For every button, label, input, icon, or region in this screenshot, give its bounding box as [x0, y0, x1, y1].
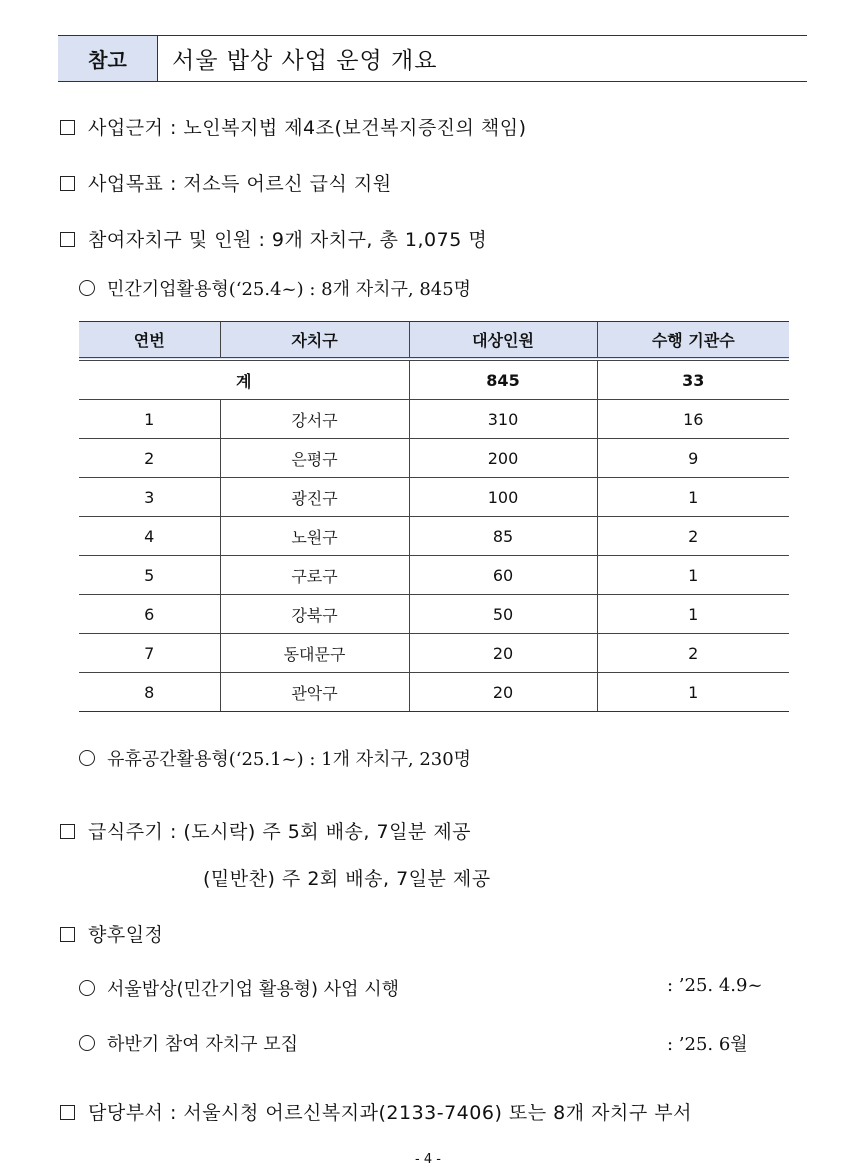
- cell-people: 50: [409, 595, 597, 634]
- cell-district: 노원구: [220, 517, 409, 556]
- bullet-participants: [60, 225, 487, 252]
- cell-district: 구로구: [220, 556, 409, 595]
- checkbox-square-icon: [60, 120, 75, 135]
- cell-people: 100: [409, 478, 597, 517]
- sub-private: [79, 275, 471, 301]
- schedule-item-1: [79, 975, 399, 1001]
- schedule-item-2: [79, 1030, 298, 1056]
- cell-no: 7: [79, 634, 220, 673]
- bullet-cycle: [60, 817, 471, 844]
- table-row: [79, 673, 789, 712]
- cell-district: 관악구: [220, 673, 409, 712]
- bullet-goal: [60, 169, 392, 196]
- reference-tag: 참고: [58, 36, 158, 81]
- header-district: 자치구: [220, 322, 409, 360]
- table-total-row: [79, 359, 789, 400]
- section-header: [58, 35, 807, 82]
- total-people: 845: [409, 359, 597, 400]
- total-agencies: 33: [597, 359, 789, 400]
- cell-district: 강북구: [220, 595, 409, 634]
- cell-no: 1: [79, 400, 220, 439]
- sub-space-text: 유휴공간활용형(‘25.1~) : 1개 자치구, 230명: [107, 749, 472, 770]
- schedule-item-1-date: : ’25. 4.9~: [667, 975, 763, 996]
- header-people: 대상인원: [409, 322, 597, 360]
- checkbox-square-icon: [60, 232, 75, 247]
- bullet-dept-text: 담당부서 : 서울시청 어르신복지과(2133-7406) 또는 8개 자치구 부서: [88, 1102, 692, 1124]
- circle-bullet-icon: [79, 280, 95, 296]
- cell-district: 은평구: [220, 439, 409, 478]
- cell-people: 20: [409, 634, 597, 673]
- cell-district: 광진구: [220, 478, 409, 517]
- cell-agencies: 2: [597, 634, 789, 673]
- cell-no: 2: [79, 439, 220, 478]
- bullet-schedule-text: 향후일정: [88, 924, 164, 946]
- circle-bullet-icon: [79, 980, 95, 996]
- checkbox-square-icon: [60, 1105, 75, 1120]
- cell-agencies: 1: [597, 478, 789, 517]
- page-title: 서울 밥상 사업 운영 개요: [172, 48, 438, 74]
- cell-people: 85: [409, 517, 597, 556]
- table-row: [79, 400, 789, 439]
- header-no: 연번: [79, 322, 220, 360]
- cell-agencies: 2: [597, 517, 789, 556]
- cell-agencies: 16: [597, 400, 789, 439]
- cell-district: 강서구: [220, 400, 409, 439]
- bullet-schedule: [60, 920, 163, 947]
- bullet-basis: [60, 113, 527, 140]
- cell-agencies: 9: [597, 439, 789, 478]
- table-row: [79, 517, 789, 556]
- total-label: 계: [79, 359, 409, 400]
- cell-people: 310: [409, 400, 597, 439]
- schedule-item-2-text: 하반기 참여 자치구 모집: [107, 1034, 299, 1055]
- table-row: [79, 556, 789, 595]
- table-header-row: [79, 322, 789, 360]
- checkbox-square-icon: [60, 824, 75, 839]
- bullet-dept: [60, 1098, 692, 1125]
- cell-no: 3: [79, 478, 220, 517]
- table-row: [79, 595, 789, 634]
- bullet-cycle-text: 급식주기 : (도시락) 주 5회 배송, 7일분 제공: [88, 821, 472, 843]
- bullet-basis-text: 사업근거 : 노인복지법 제4조(보건복지증진의 책임): [88, 117, 527, 139]
- schedule-item-2-date: : ’25. 6월: [667, 1034, 748, 1055]
- cell-people: 20: [409, 673, 597, 712]
- table-row: [79, 439, 789, 478]
- checkbox-square-icon: [60, 176, 75, 191]
- cell-agencies: 1: [597, 595, 789, 634]
- sub-private-text: 민간기업활용형(‘25.4~) : 8개 자치구, 845명: [107, 279, 472, 300]
- cell-agencies: 1: [597, 556, 789, 595]
- cell-no: 6: [79, 595, 220, 634]
- bullet-goal-text: 사업목표 : 저소득 어르신 급식 지원: [88, 173, 392, 195]
- bullet-cycle-line2: (밑반찬) 주 2회 배송, 7일분 제공: [203, 868, 491, 890]
- table-row: [79, 634, 789, 673]
- table-row: [79, 478, 789, 517]
- cell-district: 동대문구: [220, 634, 409, 673]
- page-number: - 4 -: [415, 1152, 441, 1167]
- schedule-item-1-text: 서울밥상(민간기업 활용형) 사업 시행: [107, 979, 400, 1000]
- cell-people: 60: [409, 556, 597, 595]
- circle-bullet-icon: [79, 750, 95, 766]
- sub-space: [79, 745, 471, 771]
- cell-no: 5: [79, 556, 220, 595]
- circle-bullet-icon: [79, 1035, 95, 1051]
- bullet-participants-text: 참여자치구 및 인원 : 9개 자치구, 총 1,075 명: [88, 229, 488, 251]
- cell-agencies: 1: [597, 673, 789, 712]
- cell-no: 4: [79, 517, 220, 556]
- district-table: [79, 321, 789, 712]
- checkbox-square-icon: [60, 927, 75, 942]
- cell-no: 8: [79, 673, 220, 712]
- cell-people: 200: [409, 439, 597, 478]
- header-agencies: 수행 기관수: [597, 322, 789, 360]
